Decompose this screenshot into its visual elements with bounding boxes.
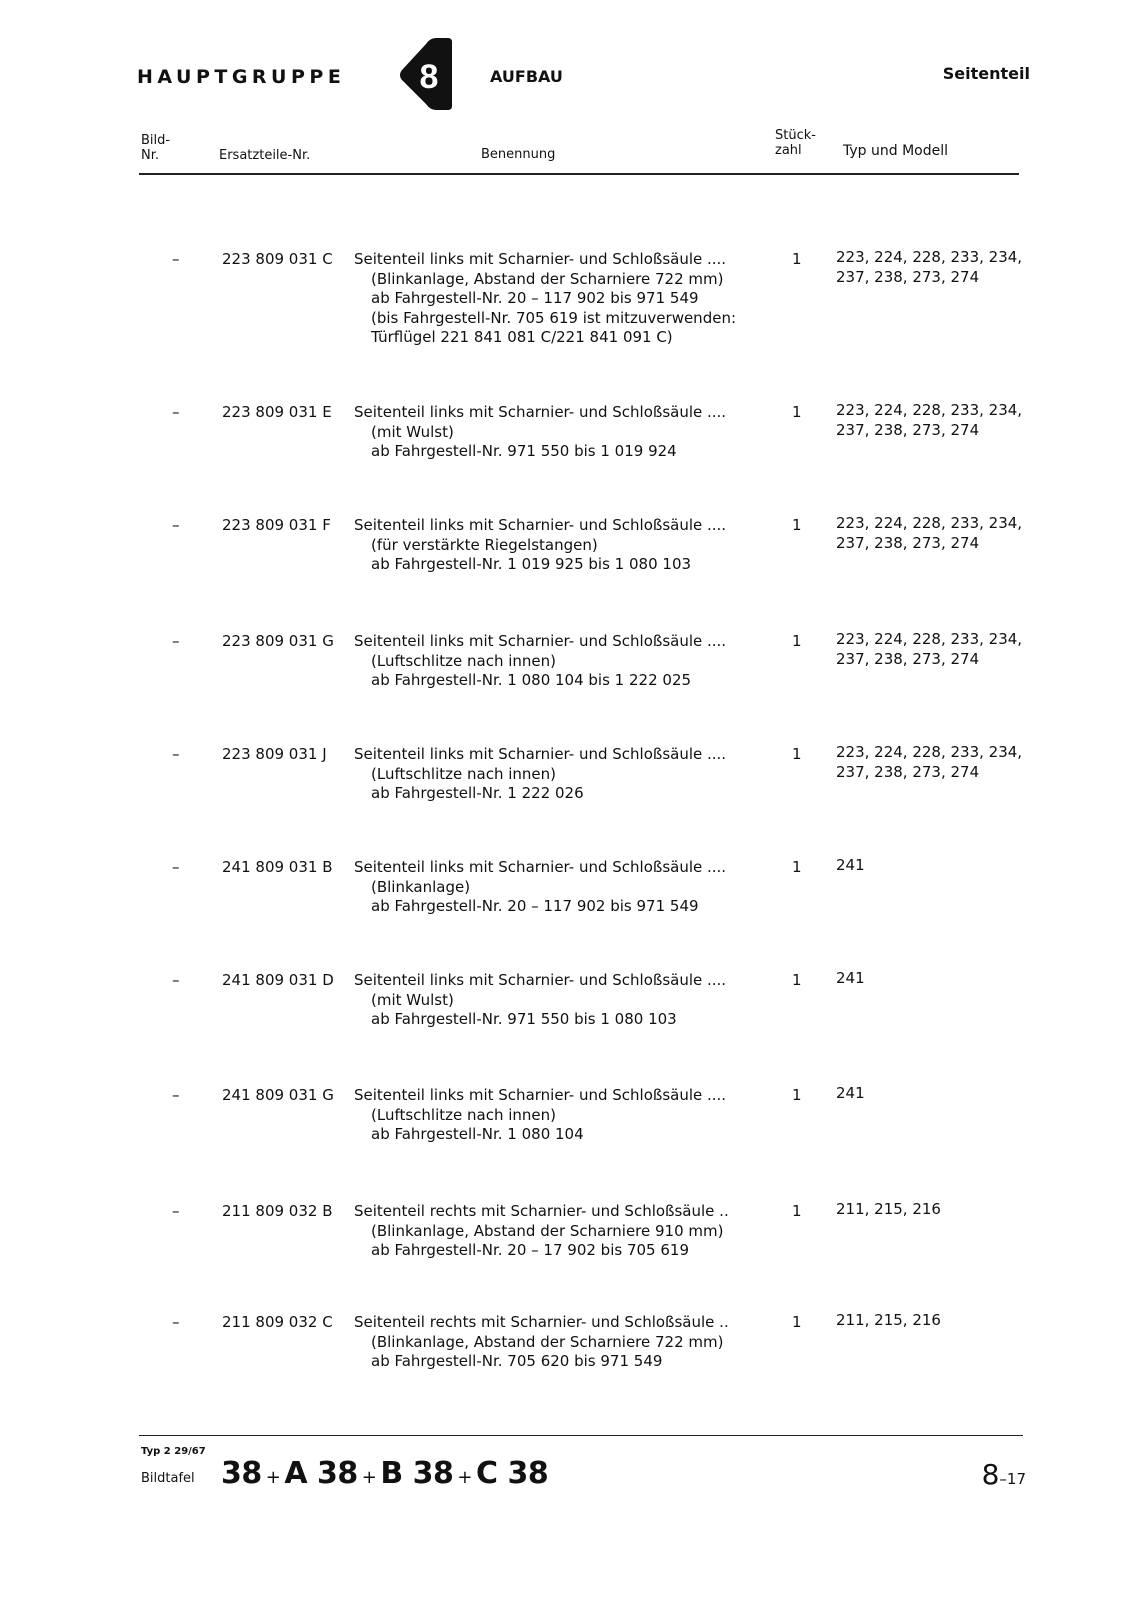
row-part-number: 223 809 031 E xyxy=(222,403,332,421)
bildtafel-numbers xyxy=(221,1456,548,1491)
type-model-line: 241 xyxy=(836,856,865,874)
row-description xyxy=(354,516,764,575)
column-header-bild xyxy=(141,133,170,163)
group-number: 8 xyxy=(419,58,439,96)
description-line: (bis Fahrgestell-Nr. 705 619 ist mitzuverwenden: xyxy=(371,308,737,327)
type-model-line: 211, 215, 216 xyxy=(836,1311,941,1329)
description-line: ab Fahrgestell-Nr. 20 – 17 902 bis 705 619 xyxy=(371,1241,689,1259)
row-bild-nr: – xyxy=(172,745,180,763)
description-line: Seitenteil links mit Scharnier- und Schloßsäule .... xyxy=(354,858,727,876)
description-line: Seitenteil links mit Scharnier- und Schloßsäule .... xyxy=(354,250,727,268)
badge-shape xyxy=(396,36,454,114)
row-quantity: 1 xyxy=(792,858,802,876)
table-row xyxy=(0,745,1134,855)
description-line: ab Fahrgestell-Nr. 1 080 104 bis 1 222 025 xyxy=(371,671,692,689)
table-row xyxy=(0,403,1134,513)
bildtafel-separator: + xyxy=(361,1467,377,1488)
bildtafel-label: Bildtafel xyxy=(141,1471,195,1486)
description-line: (Blinkanlage) xyxy=(371,877,471,896)
type-model-line: 223, 224, 228, 233, 234, xyxy=(836,248,1023,266)
table-row xyxy=(0,250,1134,360)
type-model-line: 237, 238, 273, 274 xyxy=(836,762,980,781)
description-line: (Blinkanlage, Abstand der Scharniere 722 mm) xyxy=(371,269,724,288)
bildtafel-number: C 38 xyxy=(476,1456,549,1491)
column-header-description: Benennung xyxy=(481,147,556,162)
row-type-model xyxy=(836,856,865,876)
description-line: (Luftschlitze nach innen) xyxy=(371,764,556,783)
description-line: ab Fahrgestell-Nr. 20 – 117 902 bis 971 549 xyxy=(371,897,699,915)
row-bild-nr: – xyxy=(172,516,180,534)
description-line: (Blinkanlage, Abstand der Scharniere 722 mm) xyxy=(371,1332,724,1351)
row-part-number: 223 809 031 F xyxy=(222,516,331,534)
header-divider xyxy=(139,173,1019,175)
column-header-quantity xyxy=(775,128,816,158)
row-bild-nr: – xyxy=(172,403,180,421)
description-line: ab Fahrgestell-Nr. 971 550 bis 1 080 103 xyxy=(371,1010,677,1028)
row-quantity: 1 xyxy=(792,1313,802,1331)
row-quantity: 1 xyxy=(792,1086,802,1104)
row-part-number: 241 809 031 G xyxy=(222,1086,334,1104)
description-line: (Luftschlitze nach innen) xyxy=(371,1105,556,1124)
column-header-type-model: Typ und Modell xyxy=(843,143,948,159)
description-line: (mit Wulst) xyxy=(371,990,454,1009)
type-model-line: 237, 238, 273, 274 xyxy=(836,267,980,286)
footer-divider xyxy=(139,1435,1023,1436)
type-model-line: 241 xyxy=(836,1084,865,1102)
type-model-line: 211, 215, 216 xyxy=(836,1200,941,1218)
type-model-line: 237, 238, 273, 274 xyxy=(836,420,980,439)
bildtafel-separator: + xyxy=(457,1467,473,1488)
table-row xyxy=(0,516,1134,626)
table-row xyxy=(0,858,1134,968)
type-model-line: 241 xyxy=(836,969,865,987)
row-quantity: 1 xyxy=(792,516,802,534)
table-row xyxy=(0,1202,1134,1312)
row-type-model xyxy=(836,969,865,989)
table-row xyxy=(0,1313,1134,1423)
row-bild-nr: – xyxy=(172,858,180,876)
description-line: (Luftschlitze nach innen) xyxy=(371,651,556,670)
row-description xyxy=(354,1313,764,1372)
description-line: Seitenteil links mit Scharnier- und Schloßsäule .... xyxy=(354,516,727,534)
bildtafel-number: A 38 xyxy=(284,1456,358,1491)
row-part-number: 241 809 031 B xyxy=(222,858,333,876)
description-line: (mit Wulst) xyxy=(371,422,454,441)
group-name: AUFBAU xyxy=(490,67,563,86)
page-number xyxy=(982,1458,1026,1491)
column-header-part-number: Ersatzteile-Nr. xyxy=(219,148,311,163)
description-line: Seitenteil rechts mit Scharnier- und Schloßsäule .. xyxy=(354,1313,729,1331)
row-description xyxy=(354,745,764,804)
row-type-model xyxy=(836,401,1022,440)
row-description xyxy=(354,1086,764,1145)
row-quantity: 1 xyxy=(792,632,802,650)
row-quantity: 1 xyxy=(792,1202,802,1220)
table-row xyxy=(0,632,1134,742)
type-model-line: 223, 224, 228, 233, 234, xyxy=(836,514,1023,532)
row-quantity: 1 xyxy=(792,971,802,989)
row-type-model xyxy=(836,743,1022,782)
row-type-model xyxy=(836,1311,941,1331)
description-line: Seitenteil links mit Scharnier- und Schloßsäule .... xyxy=(354,403,727,421)
row-type-model xyxy=(836,514,1022,553)
row-description xyxy=(354,632,764,691)
row-quantity: 1 xyxy=(792,403,802,421)
column-header-quantity-line2: zahl xyxy=(775,143,802,158)
column-header-quantity-line1: Stück- xyxy=(775,128,816,143)
bildtafel-number: 38 xyxy=(221,1456,262,1491)
page-number-sub: –17 xyxy=(999,1470,1026,1488)
type-model-line: 237, 238, 273, 274 xyxy=(836,533,980,552)
description-line: ab Fahrgestell-Nr. 1 222 026 xyxy=(371,784,584,802)
description-line: ab Fahrgestell-Nr. 971 550 bis 1 019 924 xyxy=(371,442,677,460)
row-bild-nr: – xyxy=(172,1202,180,1220)
row-part-number: 211 809 032 C xyxy=(222,1313,333,1331)
row-part-number: 223 809 031 C xyxy=(222,250,333,268)
row-quantity: 1 xyxy=(792,250,802,268)
column-header-bild-line1: Bild- xyxy=(141,133,171,148)
type-model-line: 237, 238, 273, 274 xyxy=(836,649,980,668)
description-line: ab Fahrgestell-Nr. 1 019 925 bis 1 080 103 xyxy=(371,555,692,573)
description-line: ab Fahrgestell-Nr. 20 – 117 902 bis 971 549 xyxy=(371,289,699,307)
description-line: Seitenteil links mit Scharnier- und Schloßsäule .... xyxy=(354,632,727,650)
group-number-badge xyxy=(396,36,454,114)
row-bild-nr: – xyxy=(172,971,180,989)
column-header-bild-line2: Nr. xyxy=(141,148,160,163)
row-quantity: 1 xyxy=(792,745,802,763)
row-description xyxy=(354,403,764,462)
description-line: Seitenteil links mit Scharnier- und Schloßsäule .... xyxy=(354,1086,727,1104)
row-type-model xyxy=(836,1084,865,1104)
bildtafel-number: B 38 xyxy=(380,1456,454,1491)
row-type-model xyxy=(836,630,1022,669)
description-line: (Blinkanlage, Abstand der Scharniere 910 mm) xyxy=(371,1221,724,1240)
row-part-number: 223 809 031 G xyxy=(222,632,334,650)
description-line: ab Fahrgestell-Nr. 705 620 bis 971 549 xyxy=(371,1352,663,1370)
type-date-line: Typ 2 29/67 xyxy=(141,1446,206,1457)
row-part-number: 223 809 031 J xyxy=(222,745,327,763)
description-line: Seitenteil links mit Scharnier- und Schloßsäule .... xyxy=(354,971,727,989)
section-title: Seitenteil xyxy=(942,64,1030,83)
page-number-main: 8 xyxy=(981,1458,1000,1491)
row-bild-nr: – xyxy=(172,250,180,268)
bildtafel-separator: + xyxy=(265,1467,281,1488)
description-line: (für verstärkte Riegelstangen) xyxy=(371,535,598,554)
table-row xyxy=(0,1086,1134,1196)
row-description xyxy=(354,971,764,1030)
row-description xyxy=(354,858,764,917)
description-line: Seitenteil rechts mit Scharnier- und Schloßsäule .. xyxy=(354,1202,729,1220)
row-type-model xyxy=(836,1200,941,1220)
row-type-model xyxy=(836,248,1022,287)
type-model-line: 223, 224, 228, 233, 234, xyxy=(836,630,1023,648)
description-line: Türflügel 221 841 081 C/221 841 091 C) xyxy=(371,328,673,346)
row-part-number: 241 809 031 D xyxy=(222,971,334,989)
row-bild-nr: – xyxy=(172,1086,180,1104)
main-group-label: HAUPTGRUPPE xyxy=(137,66,346,88)
description-line: ab Fahrgestell-Nr. 1 080 104 xyxy=(371,1125,584,1143)
row-description xyxy=(354,1202,764,1261)
row-bild-nr: – xyxy=(172,1313,180,1331)
type-model-line: 223, 224, 228, 233, 234, xyxy=(836,401,1023,419)
row-part-number: 211 809 032 B xyxy=(222,1202,333,1220)
type-model-line: 223, 224, 228, 233, 234, xyxy=(836,743,1023,761)
row-bild-nr: – xyxy=(172,632,180,650)
row-description xyxy=(354,250,764,348)
table-row xyxy=(0,971,1134,1081)
description-line: Seitenteil links mit Scharnier- und Schloßsäule .... xyxy=(354,745,727,763)
